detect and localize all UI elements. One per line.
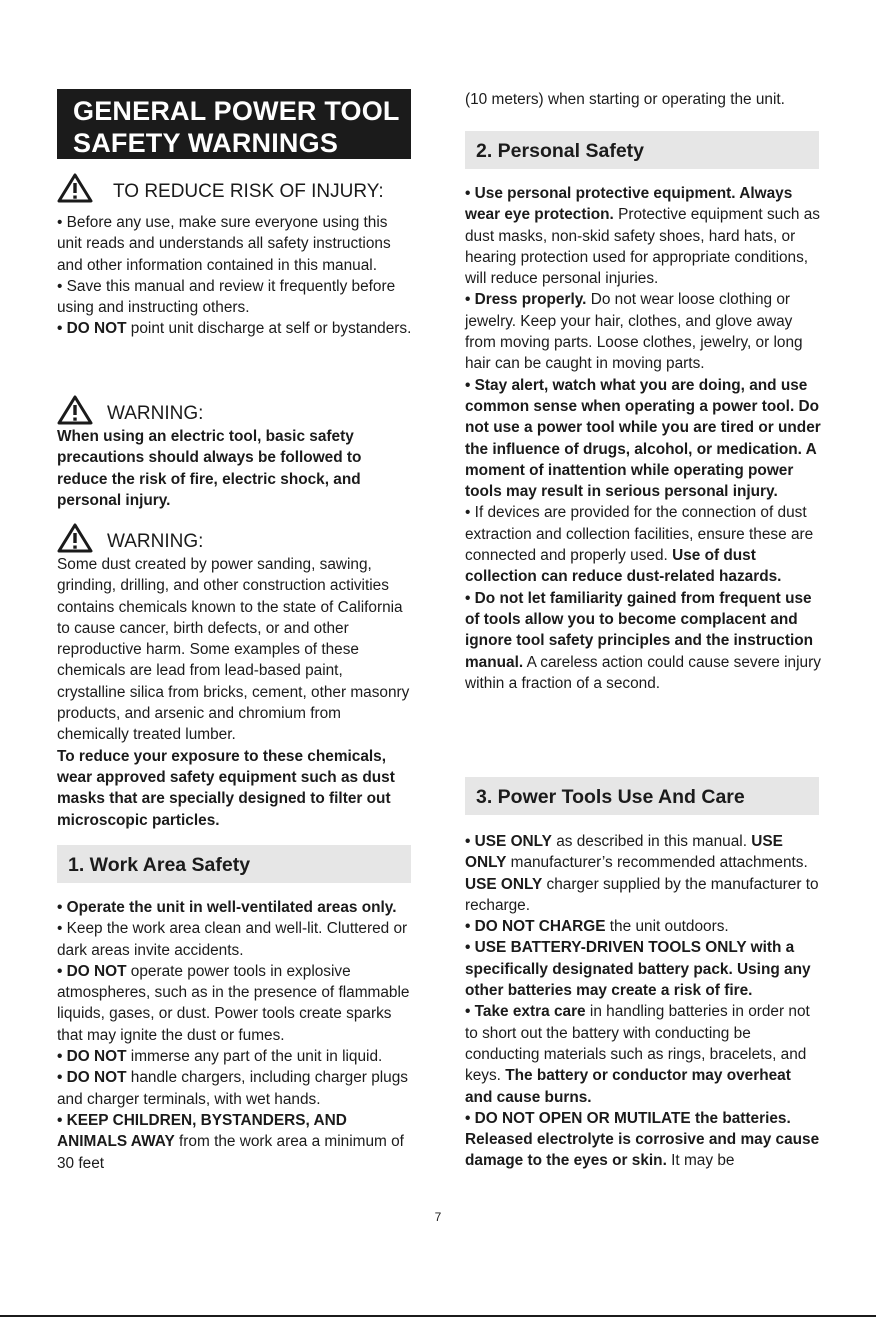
section-3-bullet-4: • Take extra care in handling batteries in order not to short out the battery with conducting be conducting materials such as rings, bracelets, and keys. The battery or conductor may overheat and cause burns. — [465, 1003, 810, 1106]
warning-triangle-icon — [57, 523, 93, 553]
section-3-bullet-5: • DO NOT OPEN OR MUTILATE the batteries. Released electrolyte is corrosive and may cause damage to the eyes or skin. It may be — [465, 1109, 820, 1170]
section-1-body — [57, 897, 413, 1174]
section-3-body — [465, 831, 821, 1172]
section-3-header: 3. Power Tools Use And Care — [465, 777, 819, 815]
injury-heading — [57, 173, 384, 203]
section-2-body — [465, 183, 821, 694]
section-2-bullet-2: • Dress properly. Do not wear loose clothing or jewelry. Keep your hair, clothes, and glove away from moving parts. Loose clothes, jewelry, or long hair can be caught in moving parts. — [465, 291, 803, 373]
injury-bullets — [57, 212, 413, 340]
injury-heading-text: TO REDUCE RISK OF INJURY: — [113, 181, 384, 202]
warning-1-heading-text: WARNING: — [107, 403, 204, 424]
section-2-bullet-4: • If devices are provided for the connection of dust extraction and collection facilities, ensure these are connected and properly used. Use of dust collection can reduce dust-related hazards. — [465, 504, 814, 586]
section-1-bullet-4: • DO NOT immerse any part of the unit in liquid. — [57, 1048, 383, 1066]
section-1-bullet-1: • Operate the unit in well-ventilated areas only. — [57, 899, 397, 916]
section-2-header: 2. Personal Safety — [465, 131, 819, 169]
section-3-bullet-3: • USE BATTERY-DRIVEN TOOLS ONLY with a specifically designated battery pack. Using any other batteries may create a risk of fire. — [465, 939, 811, 1000]
warning-2-heading-text: WARNING: — [107, 531, 204, 552]
warning-1-text: When using an electric tool, basic safety precautions should always be followed to reduce the risk of fire, electric shock, and personal injury. — [57, 428, 362, 509]
warning-triangle-icon — [57, 173, 93, 203]
warning-2-text: Some dust created by power sanding, sawing, grinding, drilling, and other construction activities contains chemicals known to the state of California to cause cancer, birth defects, or and other reproductive harm. Some examples of these chemicals are lead from lead-based paint, crystalline silica from bricks, cement, other masonry products, and arsenic and chromium from chemically treated lumber. — [57, 556, 410, 744]
section-3-bullet-1: • USE ONLY as described in this manual. USE ONLY manufacturer’s recommended attachments. USE ONLY charger supplied by the manufacturer to recharge. — [465, 833, 819, 914]
page-title — [57, 89, 411, 159]
section-1-header: 1. Work Area Safety — [57, 845, 411, 883]
injury-bullet-3: • DO NOT point unit discharge at self or bystanders. — [57, 320, 412, 338]
section-2-bullet-1: • Use personal protective equipment. Always wear eye protection. Protective equipment such as dust masks, non-skid safety shoes, hard hats, or hearing protection used for appropriate conditions, will reduce personal injuries. — [465, 185, 821, 288]
warning-2-heading — [57, 523, 203, 553]
section-2-bullet-3: • Stay alert, watch what you are doing, and use common sense when operating a power tool. Do not use a power tool while you are tired or under the influence of drugs, alcohol, or medication. A moment of inattention while operating power tools may result in serious personal injury. — [465, 376, 821, 501]
bottom-divider — [0, 1315, 876, 1317]
warning-1-heading — [57, 395, 203, 425]
section-1-bullet-3: • DO NOT operate power tools in explosive atmospheres, such as in the presence of flammable liquids, gases, or dust. Power tools create sparks that may ignite the dust or fumes. — [57, 962, 410, 1044]
section-2-bullet-5: • Do not let familiarity gained from frequent use of tools allow you to become complacent and ignore tool safety principles and the instruction manual. A careless action could cause severe injury within a fraction of a second. — [465, 589, 821, 692]
title-line-1: GENERAL POWER TOOL — [73, 96, 400, 126]
section-3-bullet-2: • DO NOT CHARGE the unit outdoors. — [465, 918, 729, 936]
section-1-bullet-2: • Keep the work area clean and well-lit. Cluttered or dark areas invite accidents. — [57, 920, 408, 959]
warning-triangle-icon — [57, 395, 93, 425]
warning-2-body — [57, 554, 413, 831]
title-line-2: SAFETY WARNINGS — [73, 128, 339, 158]
section-1-bullet-6: • KEEP CHILDREN, BYSTANDERS, AND ANIMALS AWAY from the work area a minimum of 30 feet — [57, 1111, 404, 1172]
section-1-bullet-5: • DO NOT handle chargers, including charger plugs and charger terminals, with wet hands. — [57, 1069, 408, 1108]
page-number: 7 — [434, 1210, 442, 1224]
warning-2-bold-text: To reduce your exposure to these chemicals, wear approved safety equipment such as dust masks that are specially designed to filter out microscopic particles. — [57, 747, 395, 829]
injury-bullet-2: • Save this manual and review it frequently before using and instructing others. — [57, 277, 396, 317]
injury-bullet-1: • Before any use, make sure everyone using this unit reads and understands all safety instructions and other information contained in this manual. — [57, 214, 391, 274]
section-1-continued: (10 meters) when starting or operating the unit. — [465, 91, 785, 108]
